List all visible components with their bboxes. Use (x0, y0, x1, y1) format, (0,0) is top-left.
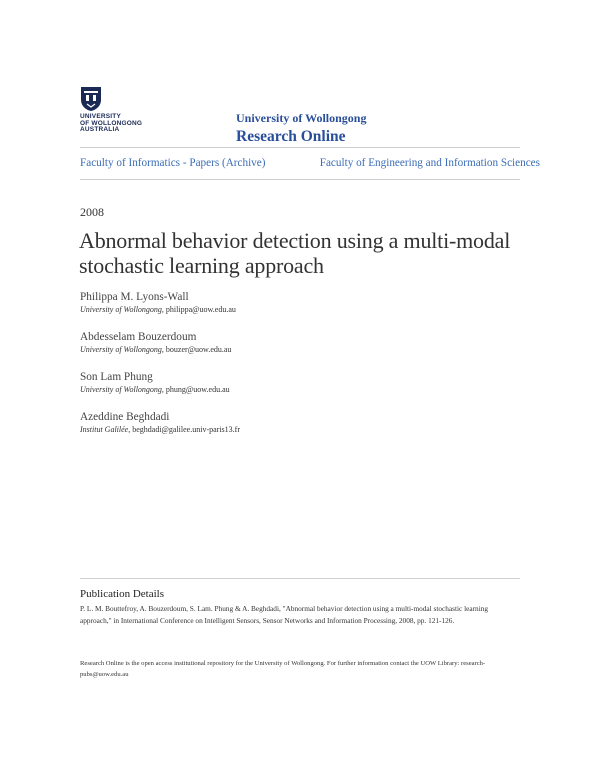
university-crest-icon (80, 86, 102, 112)
university-name[interactable]: University of Wollongong (236, 111, 367, 125)
author-entry (80, 370, 540, 395)
logo-line-1: UNIVERSITY (80, 113, 122, 120)
author-entry (80, 290, 540, 315)
author-entry (80, 330, 540, 355)
author-institution: University of Wollongong (80, 385, 162, 394)
author-name[interactable]: Son Lam Phung (80, 371, 153, 383)
author-email: , philippa@uow.edu.au (161, 305, 236, 314)
logo-wordmark (80, 114, 142, 134)
author-email: , phung@uow.edu.au (161, 385, 230, 394)
author-list (80, 290, 540, 450)
author-name[interactable]: Abdesselam Bouzerdoum (80, 331, 197, 343)
author-affiliation (80, 424, 540, 435)
publication-details-heading: Publication Details (80, 588, 165, 600)
faculty-informatics-link[interactable]: Faculty of Informatics - Papers (Archive) (80, 157, 266, 169)
divider-bottom (80, 179, 520, 180)
author-institution: Institut Galilée (80, 425, 129, 434)
author-affiliation (80, 304, 540, 315)
author-email: , beghdadi@galilee.univ-paris13.fr (128, 425, 240, 434)
author-entry (80, 410, 540, 435)
author-affiliation (80, 344, 540, 355)
faculty-engineering-link[interactable]: Faculty of Engineering and Information Sciences (319, 157, 540, 169)
author-institution: University of Wollongong (80, 305, 162, 314)
logo-line-2: OF WOLLONGONG (80, 119, 143, 127)
publication-details-text: P. L. M. Bouttefroy, A. Bouzerdoum, S. Lam. Phung & A. Beghdadi, "Abnormal behavior detection using a multi-modal stochastic learning approach," in International Conference on Intelligent Sensors, Sensor Networks and Information Processing, 2008, pp. 121-126. (80, 604, 489, 625)
author-institution: University of Wollongong (80, 345, 162, 354)
author-email: , bouzer@uow.edu.au (161, 345, 232, 354)
repository-name[interactable]: Research Online (236, 128, 346, 145)
divider-publication (80, 578, 520, 579)
logo-line-3: AUSTRALIA (80, 126, 120, 133)
repository-footer: Research Online is the open access institutional repository for the University of Wollongong. For further information contact the UOW Library: research-pubs@uow.edu.au (80, 660, 486, 678)
author-name[interactable]: Philippa M. Lyons-Wall (80, 291, 189, 303)
author-name[interactable]: Azeddine Beghdadi (80, 411, 170, 423)
author-affiliation (80, 384, 540, 395)
publication-year: 2008 (80, 205, 104, 219)
divider-top (80, 147, 520, 148)
paper-title: Abnormal behavior detection using a multi-modal stochastic learning approach (79, 228, 511, 278)
repository-header (236, 111, 366, 146)
